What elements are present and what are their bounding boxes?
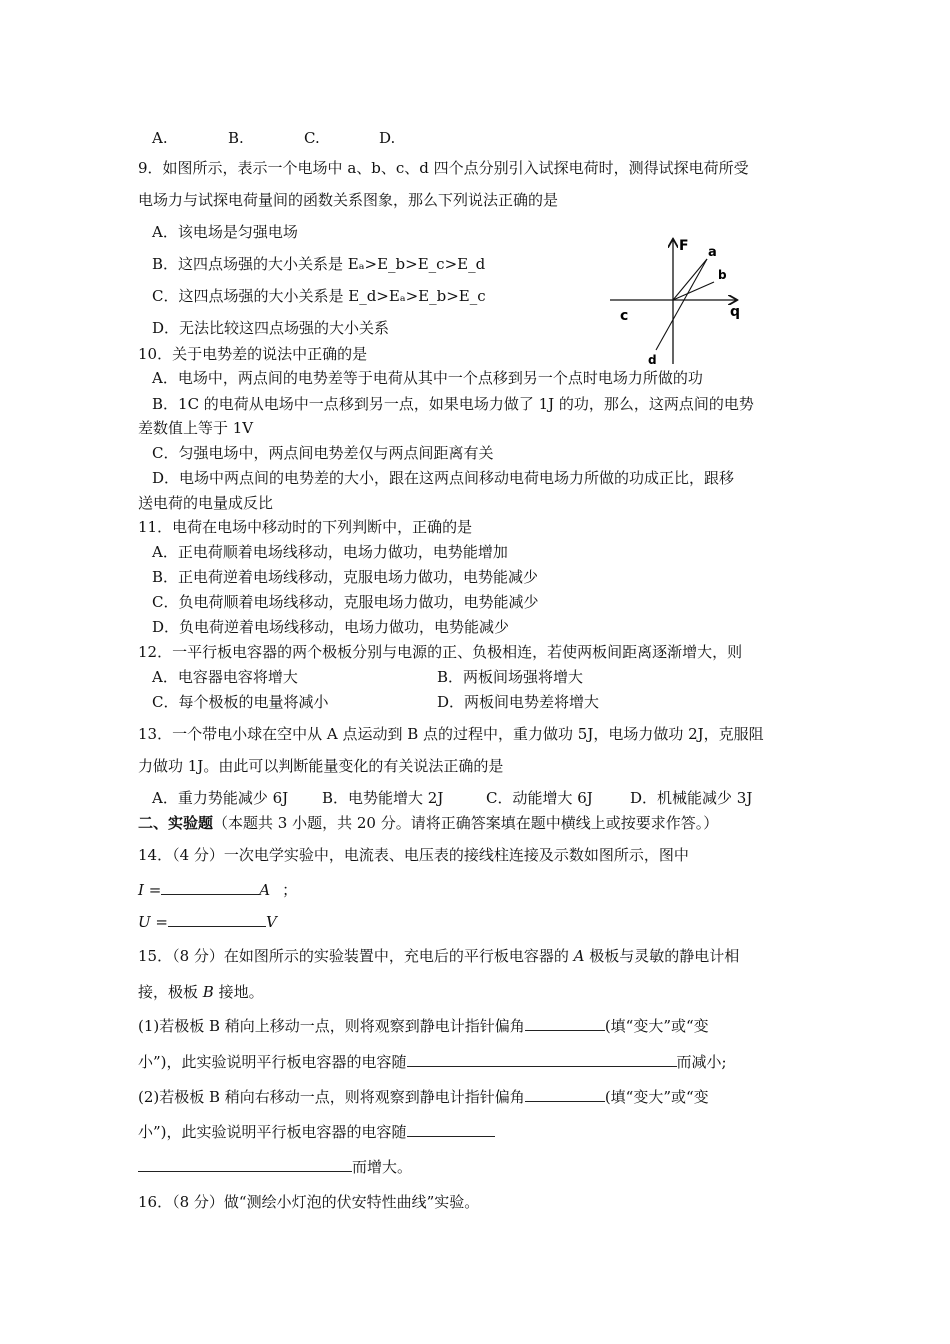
q11-option-c: C．负电荷顺着电场线移动，克服电场力做功，电势能减少 — [152, 593, 539, 611]
q10-stem: 10．关于电势差的说法中正确的是 — [138, 345, 368, 363]
q14-current-line — [138, 880, 297, 900]
q9-point-c: c — [620, 308, 629, 324]
q16-stem: 16．（8 分）做“测绘小灯泡的伏安特性曲线”实验。 — [138, 1193, 480, 1211]
q12-stem: 12．一平行板电容器的两个极板分别与电源的正、负极相连，若使两板间距离逐渐增大，则 — [138, 643, 743, 661]
q11-option-a: A．正电荷顺着电场线移动，电场力做功，电势能增加 — [152, 543, 508, 561]
q15-part2-text-d: 而增大。 — [352, 1158, 413, 1176]
q12-option-b: B．两板间场强将增大 — [437, 668, 584, 686]
q15-part1-blank1[interactable] — [525, 1016, 605, 1031]
q14-separator: ； — [282, 881, 298, 899]
q10-line-c: C．匀强电场中，两点间电势差仅与两点间距离有关 — [152, 444, 494, 462]
q15-part1-line1 — [138, 1016, 709, 1036]
q15-part2-blank2b[interactable] — [138, 1157, 352, 1172]
q11-option-d: D．负电荷逆着电场线移动，电场力做功，电势能减少 — [152, 618, 510, 636]
q12-option-c: C．每个极板的电量将减小 — [152, 693, 329, 711]
q14-voltage-unit: V — [265, 913, 277, 931]
q13-option-b: B．电势能增大 2J — [322, 789, 444, 807]
q9-line-a — [673, 259, 707, 300]
q13-option-d: D．机械能减少 3J — [630, 789, 753, 807]
q15-part2-blank1[interactable] — [525, 1087, 605, 1102]
q14-voltage-line — [138, 912, 277, 932]
q9-stem-line1: 9．如图所示，表示一个电场中 a、b、c、d 四个点分别引入试探电荷时，测得试探电荷所受 — [138, 159, 749, 177]
q9-option-d: D．无法比较这四点场强的大小关系 — [152, 319, 390, 337]
q12-option-a: A．电容器电容将增大 — [152, 668, 298, 686]
q15-part1-blank2[interactable] — [407, 1052, 677, 1067]
q8-option-b: B. — [228, 129, 244, 147]
q15-part1-line2 — [138, 1052, 727, 1072]
q13-option-a: A．重力势能减少 6J — [152, 789, 289, 807]
q15-part1-text-c: 小”)，此实验说明平行板电容器的电容随 — [138, 1053, 407, 1071]
q10-line-b1: B．1C 的电荷从电场中一点移到另一点，如果电场力做了 1J 的功，那么，这两点间的电势 — [152, 395, 754, 413]
q9-stem-line2: 电场力与试探电荷量间的函数关系图象，那么下列说法正确的是 — [138, 191, 559, 209]
q13-stem-line2: 力做功 1J。由此可以判断能量变化的有关说法正确的是 — [138, 757, 504, 775]
q14-voltage-label: U = — [138, 913, 168, 931]
q9-option-c: C．这四点场强的大小关系是 E_d>Eₐ>E_b>E_c — [152, 287, 486, 305]
q12-option-d: D．两板间电势差将增大 — [437, 693, 600, 711]
q9-graph-x-label: q — [730, 304, 741, 320]
q14-current-unit: A — [259, 881, 271, 899]
q14-current-label: I = — [138, 881, 162, 899]
q15-stem-line2-b: 接地。 — [213, 983, 264, 1001]
q15-part2-text-a: (2)若极板 B 稍向右移动一点，则将观察到静电计指针偏角 — [138, 1088, 525, 1106]
q14-stem: 14．（4 分）一次电学实验中，电流表、电压表的接线柱连接及示数如图所示，图中 — [138, 846, 689, 864]
section2-note: （本题共 3 小题，共 20 分。请将正确答案填在题中横线上或按要求作答。） — [213, 814, 719, 832]
q10-line-a: A．电场中，两点间的电势差等于电荷从其中一个点移到另一个点时电场力所做的功 — [152, 369, 703, 387]
q15-part2-blank2a[interactable] — [407, 1122, 495, 1137]
q9-point-d: d — [648, 353, 657, 367]
q9-point-a: a — [708, 245, 717, 260]
q15-stem-line1 — [138, 946, 739, 966]
q15-stem-line1-b: 极板与灵敏的静电计相 — [584, 947, 740, 965]
q13-stem-line1: 13．一个带电小球在空中从 A 点运动到 B 点的过程中，重力做功 5J，电场力做功 2J，克服阻 — [138, 725, 764, 743]
q8-option-c: C. — [304, 129, 320, 147]
q10-line-d1: D．电场中两点间的电势差的大小，跟在这两点间移动电荷电场力所做的功成正比，跟移 — [152, 469, 735, 487]
q8-option-a: A. — [152, 129, 168, 147]
q9-option-a: A．该电场是匀强电场 — [152, 223, 298, 241]
q13-option-c: C．动能增大 6J — [486, 789, 593, 807]
q15-plate-b: B — [202, 983, 214, 1001]
q15-stem-line2-a: 接，极板 — [138, 983, 203, 1001]
q15-part2-text-c: 小”)，此实验说明平行板电容器的电容随 — [138, 1123, 407, 1141]
q11-stem: 11．电荷在电场中移动时的下列判断中，正确的是 — [138, 518, 473, 536]
q15-stem-line1-a: 15．（8 分）在如图所示的实验装置中，充电后的平行板电容器的 — [138, 947, 574, 965]
section2-title: 二、实验题 — [138, 814, 214, 832]
q9-option-b: B．这四点场强的大小关系是 Eₐ>E_b>E_c>E_d — [152, 255, 486, 273]
q10-line-d2: 送电荷的电量成反比 — [138, 494, 274, 512]
q9-graph — [600, 232, 750, 372]
q15-stem-line2 — [138, 982, 264, 1002]
q15-part1-text-d: 而减小; — [676, 1053, 727, 1071]
q9-line-cd — [656, 259, 707, 350]
q15-part2-line2 — [138, 1122, 495, 1142]
q15-plate-a: A — [573, 947, 585, 965]
q15-part2-text-b: (填“变大”或“变 — [604, 1088, 709, 1106]
q8-option-d: D. — [379, 129, 396, 147]
q15-part2-line3 — [138, 1157, 412, 1177]
section2-heading — [138, 813, 718, 833]
q15-part2-line1 — [138, 1087, 709, 1107]
q11-option-b: B．正电荷逆着电场线移动，克服电场力做功，电势能减少 — [152, 568, 539, 586]
q9-point-b: b — [718, 268, 727, 282]
q9-line-b — [673, 282, 714, 300]
q10-line-b2: 差数值上等于 1V — [138, 419, 254, 437]
q14-current-blank[interactable] — [161, 880, 259, 895]
q15-part1-text-b: (填“变大”或“变 — [604, 1017, 709, 1035]
q9-graph-y-label: F — [679, 238, 689, 254]
q14-voltage-blank[interactable] — [168, 912, 266, 927]
q15-part1-text-a: (1)若极板 B 稍向上移动一点，则将观察到静电计指针偏角 — [138, 1017, 525, 1035]
